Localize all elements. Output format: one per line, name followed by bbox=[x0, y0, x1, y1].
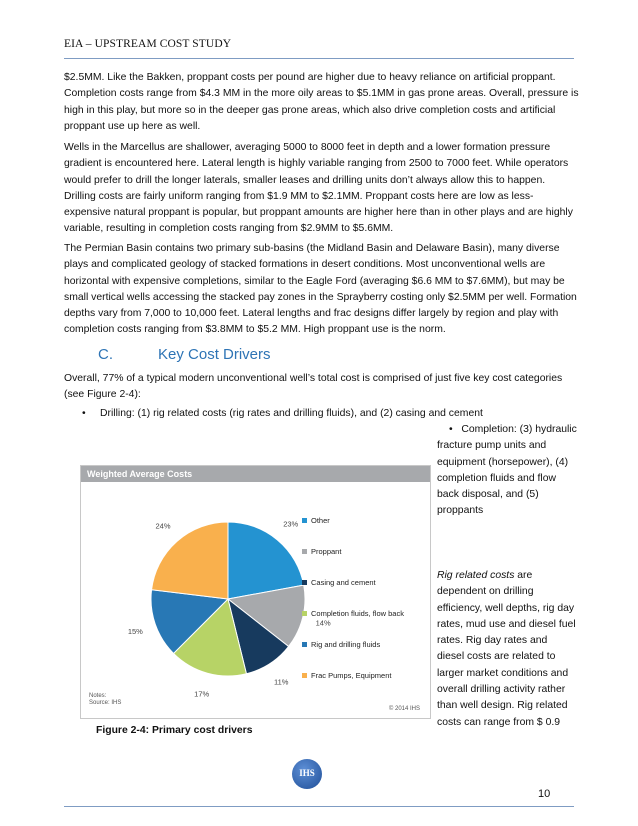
section-heading bbox=[98, 346, 271, 363]
pie-data-label-1: 14% bbox=[315, 618, 331, 628]
legend-label-2: Casing and cement bbox=[311, 578, 376, 587]
chart-panel-title: Weighted Average Costs bbox=[81, 466, 430, 482]
legend-swatch-2 bbox=[302, 580, 307, 585]
legend-label-3: Completion fluids, flow back bbox=[311, 609, 404, 618]
legend-swatch-4 bbox=[302, 642, 307, 647]
legend-label-0: Other bbox=[311, 516, 330, 525]
legend-label-1: Proppant bbox=[311, 547, 342, 556]
bullet-completion bbox=[437, 422, 579, 520]
legend-swatch-0 bbox=[302, 518, 307, 523]
bullet-drilling-text: Drilling: (1) rig related costs (rig rates and drilling fluids), and (2) casing and cement bbox=[100, 408, 483, 419]
legend-swatch-1 bbox=[302, 549, 307, 554]
pie-slice-5 bbox=[152, 522, 228, 599]
bullet-dot: • bbox=[82, 408, 86, 419]
bullet-completion-text: Completion: (3) hydraulic fracture pump units and equipment (horsepower), (4) completion fluids and flow back disposal, and (5) proppants bbox=[437, 424, 577, 517]
paragraph-eagle-ford: $2.5MM. Like the Bakken, proppant costs per pound are higher due to heavy reliance on artificial proppant. Completion costs range from $4.3 MM in the more oily areas to $5.1MM in gas prone areas. Overall, pressure is high in this play, but more so in the deeper gas prone areas, which also drive completion costs and artificial proppant use up here as well. bbox=[64, 72, 579, 132]
legend-label-5: Frac Pumps, Equipment bbox=[311, 671, 392, 680]
pie-data-label-2: 11% bbox=[273, 677, 289, 687]
page-number: 10 bbox=[538, 788, 551, 800]
side-italic-lead: Rig related costs bbox=[437, 570, 515, 581]
legend-label-4: Rig and drilling fluids bbox=[311, 640, 381, 649]
legend-swatch-5 bbox=[302, 673, 307, 678]
figure-copyright: © 2014 IHS bbox=[388, 706, 420, 712]
header-title: EIA – UPSTREAM COST STUDY bbox=[64, 38, 232, 50]
side-paragraph bbox=[437, 568, 577, 731]
figure-pie-chart bbox=[80, 465, 431, 719]
pie-data-label-0: 23% bbox=[283, 519, 299, 529]
side-text: are dependent on drilling efficiency, well depths, rig day rates, mud use and diesel fuel rates. Rig day rates and diesel costs are related to larger market conditions and overall drilling activity rather than well design. Rig related costs can range from $ 0.9 bbox=[437, 570, 576, 728]
pie-data-label-3: 17% bbox=[194, 689, 210, 699]
paragraph-permian: The Permian Basin contains two primary sub-basins (the Midland Basin and Delaware Basin), many diverse plays and complicated geology of stacked formations in desert conditions. Most unconventional wells are horizontal with expensive completions, similar to the Eagle Ford (averaging $6.6 MM to $7.6MM), but may be small vertical wells accessing the stacked pay zones in the Sprayberry costing only $2.5MM per well. Formation depths vary from 7,000 to 10,000 feet. Lateral lengths and frac designs differ largely by region and play with completion costs ranging from $3.8MM to $5.2 MM. High proppant use is the norm. bbox=[64, 243, 577, 336]
figure-notes: Notes: Source: IHS bbox=[89, 693, 122, 706]
pie-chart-svg bbox=[81, 466, 430, 718]
figure-source: Source: IHS bbox=[89, 700, 122, 706]
bullet-drilling bbox=[82, 406, 582, 422]
pie-data-label-5: 24% bbox=[155, 521, 171, 531]
legend-swatch-3 bbox=[302, 611, 307, 616]
ihs-logo-text: IHS bbox=[299, 768, 315, 778]
paragraph-marcellus: Wells in the Marcellus are shallower, averaging 5000 to 8000 feet in depth and a lower formation pressure gradient is encountered here. Lateral length is highly variable ranging from 2500 to 7000 feet. While operators would prefer to drill the longer laterals, smaller leases and drilling units don’t always allow this to happen. Drilling costs are fairly uniform ranging from $1.9 MM to $2.1MM. Proppant costs here are low as less-expensive natural proppant is popular, but proppant amounts are higher here than in other plays and are highly variable, resulting in completion costs ranging from $2.9MM to $5.6MM. bbox=[64, 142, 573, 235]
intro-paragraph: Overall, 77% of a typical modern unconventional well’s total cost is comprised of just five key cost categories (see Figure 2-4): bbox=[64, 373, 563, 401]
bullet-dot: • bbox=[449, 424, 462, 435]
header-divider bbox=[64, 58, 574, 59]
section-title: Key Cost Drivers bbox=[158, 346, 271, 363]
ihs-logo bbox=[292, 759, 322, 789]
section-number: C. bbox=[98, 346, 113, 363]
footer-divider bbox=[64, 806, 574, 807]
pie-data-label-4: 15% bbox=[127, 626, 143, 636]
figure-caption: Figure 2-4: Primary cost drivers bbox=[96, 725, 253, 736]
